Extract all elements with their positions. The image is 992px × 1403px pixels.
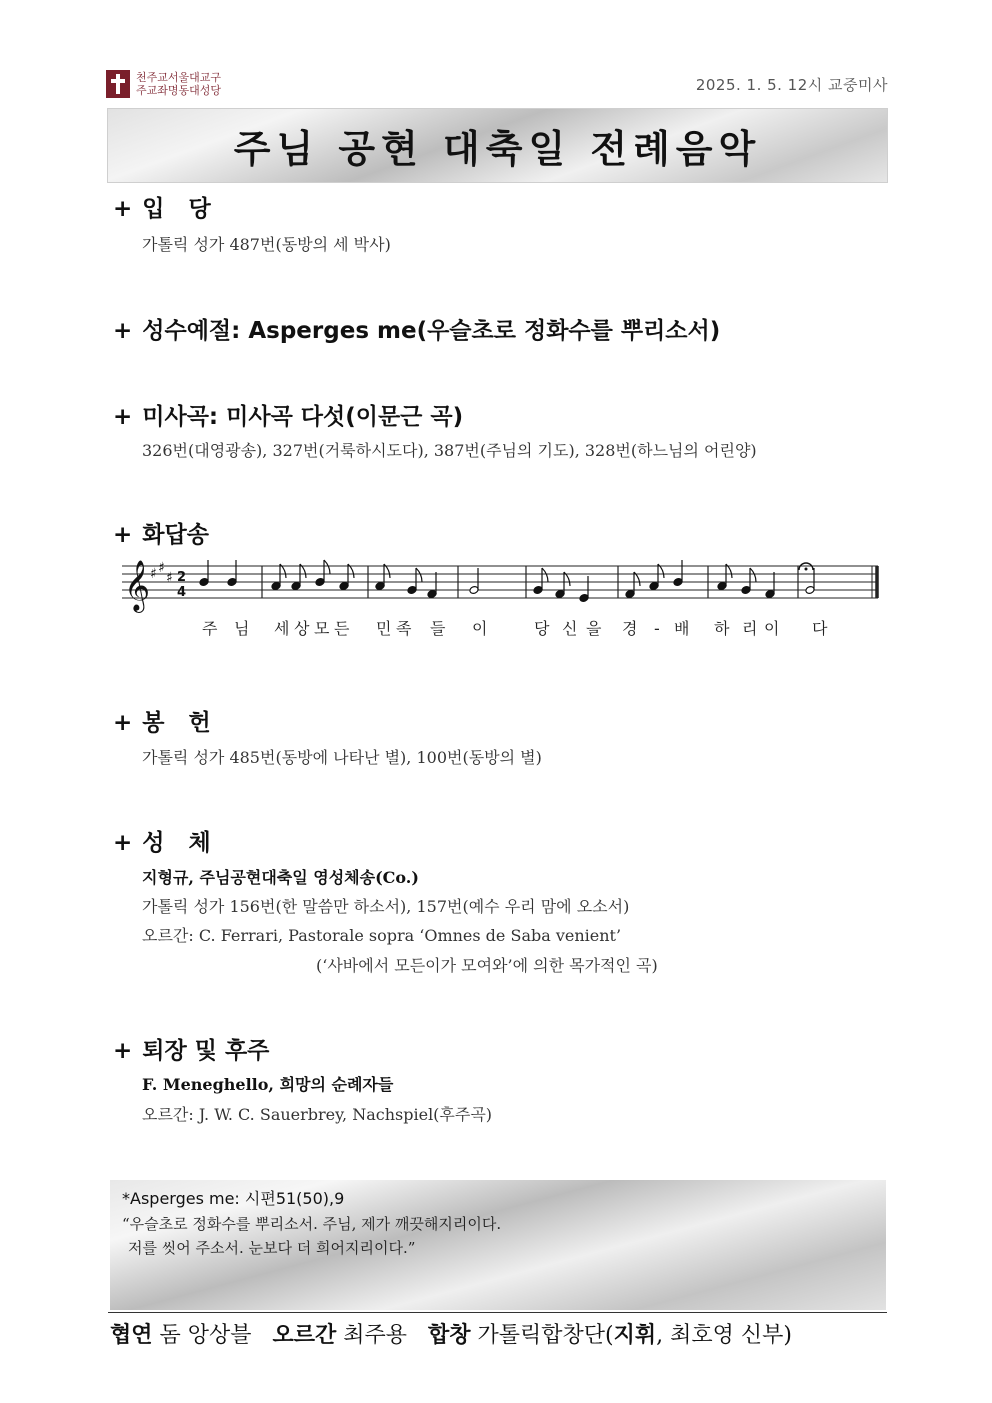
svg-text:♯: ♯	[158, 560, 165, 576]
note-title: *Asperges me: 시편51(50),9	[122, 1189, 345, 1208]
svg-text:2: 2	[177, 570, 187, 585]
lyric-syllable: 경	[622, 619, 638, 638]
svg-text:♯: ♯	[150, 566, 157, 582]
footer-value-conductor: , 최호영 신부)	[656, 1323, 792, 1348]
lyric-syllable: 족	[396, 619, 412, 638]
lyric-syllable: 이	[472, 619, 488, 638]
cross-bullet-icon: +	[113, 404, 133, 430]
lyric-syllable: 모	[314, 619, 330, 638]
section-mass	[113, 398, 463, 431]
note-flag	[416, 568, 422, 582]
recessional-line1: F. Meneghello, 희망의 순례자들	[142, 1075, 394, 1094]
section-title: 화답송	[142, 522, 209, 548]
footer-credits	[110, 1318, 792, 1349]
cross-bullet-icon: +	[113, 522, 133, 548]
lyric-syllable: 을	[586, 619, 602, 638]
section-psalm	[113, 516, 209, 549]
section-title: 봉 헌	[142, 710, 211, 736]
lyric-syllable: 배	[674, 619, 690, 638]
section-communion	[113, 824, 211, 857]
footer-divider	[108, 1312, 887, 1313]
recessional-line2: 오르간: J. W. C. Sauerbrey, Nachspiel(후주곡)	[142, 1105, 493, 1124]
cross-bullet-icon: +	[113, 196, 133, 222]
offertory-line: 가톨릭 성가 485번(동방에 나타난 별), 100번(동방의 별)	[142, 748, 542, 767]
note-flag	[324, 560, 330, 574]
page-title: 주님 공현 대축일 전례음악	[233, 127, 762, 171]
logo-line2: 주교좌명동대성당	[136, 84, 222, 97]
lyric-syllable: 님	[234, 619, 250, 638]
communion-line1: 지형규, 주님공현대축일 영성체송(Co.)	[142, 868, 419, 887]
section-title: 퇴장 및 후주	[142, 1038, 270, 1064]
cross-bullet-icon: +	[113, 710, 133, 736]
svg-text:𝄞: 𝄞	[124, 560, 151, 611]
lyric-syllable: -	[654, 619, 660, 638]
footer-label-organ: 오르간	[272, 1323, 337, 1348]
lyric-syllable: 든	[334, 619, 350, 638]
note-quote-line1: “우슬초로 정화수를 뿌리소서. 주님, 제가 깨끗해지리이다.	[122, 1215, 502, 1233]
church-logo	[106, 70, 221, 98]
section-offertory	[113, 704, 211, 737]
lyric-syllable: 다	[812, 619, 828, 638]
section-title: 성 체	[142, 830, 211, 856]
lyric-syllable: 이	[764, 619, 780, 638]
section-title: 입 당	[142, 196, 211, 222]
lyric-syllable: 당	[534, 619, 550, 638]
cross-bullet-icon: +	[113, 830, 133, 856]
svg-text:♯: ♯	[166, 570, 173, 586]
footer-label-ensemble: 협연	[110, 1323, 153, 1348]
cross-bullet-icon: +	[113, 1038, 133, 1064]
footer-value-organ: 최주용	[343, 1323, 408, 1348]
footer-label-conductor: 지휘	[613, 1323, 657, 1348]
lyric-syllable: 민	[376, 619, 392, 638]
entrance-line: 가톨릭 성가 487번(동방의 세 박사)	[142, 235, 391, 254]
lyric-syllable: 세	[274, 619, 290, 638]
title-banner	[107, 108, 888, 183]
svg-text:4: 4	[177, 585, 187, 600]
cross-icon	[106, 70, 130, 98]
scripture-note-box	[110, 1180, 886, 1310]
section-asperges	[113, 312, 720, 345]
lyric-syllable: 리	[742, 619, 758, 638]
lyric-syllable: 들	[430, 619, 446, 638]
lyric-syllable: 하	[714, 619, 730, 638]
communion-line4: (‘사바에서 모든이가 모여와’에 의한 목가적인 곡)	[316, 956, 658, 975]
footer-label-choir: 합창	[428, 1323, 471, 1348]
psalm-music-staff	[122, 558, 884, 648]
note-flag	[542, 568, 548, 582]
communion-line2: 가톨릭 성가 156번(한 말씀만 하소서), 157번(예수 우리 맘에 오소서)	[142, 897, 630, 916]
lyric-syllable: 신	[562, 619, 578, 638]
note-quote-line2: 저를 씻어 주소서. 눈보다 더 희어지리이다.”	[128, 1239, 416, 1257]
mass-line: 326번(대영광송), 327번(거룩하시도다), 387번(주님의 기도), 328번(하느님의 어린양)	[142, 441, 757, 460]
section-entrance	[113, 190, 211, 223]
cross-bullet-icon: +	[113, 318, 133, 344]
logo-line1: 천주교서울대교구	[136, 71, 222, 84]
section-title: 성수예절: Asperges me(우슬초로 정화수를 뿌리소서)	[142, 318, 721, 344]
section-title: 미사곡: 미사곡 다섯(이문근 곡)	[142, 404, 464, 430]
lyric-syllable: 상	[294, 619, 310, 638]
note-flag	[750, 568, 756, 582]
communion-line3: 오르간: C. Ferrari, Pastorale sopra ‘Omnes de Saba venient’	[142, 926, 622, 945]
service-date: 2025. 1. 5. 12시 교중미사	[695, 76, 888, 94]
section-recessional	[113, 1032, 269, 1065]
lyric-syllable: 주	[202, 619, 218, 638]
footer-value-ensemble: 돔 앙상블	[159, 1323, 252, 1348]
footer-value-choir: 가톨릭합창단(	[477, 1323, 614, 1348]
